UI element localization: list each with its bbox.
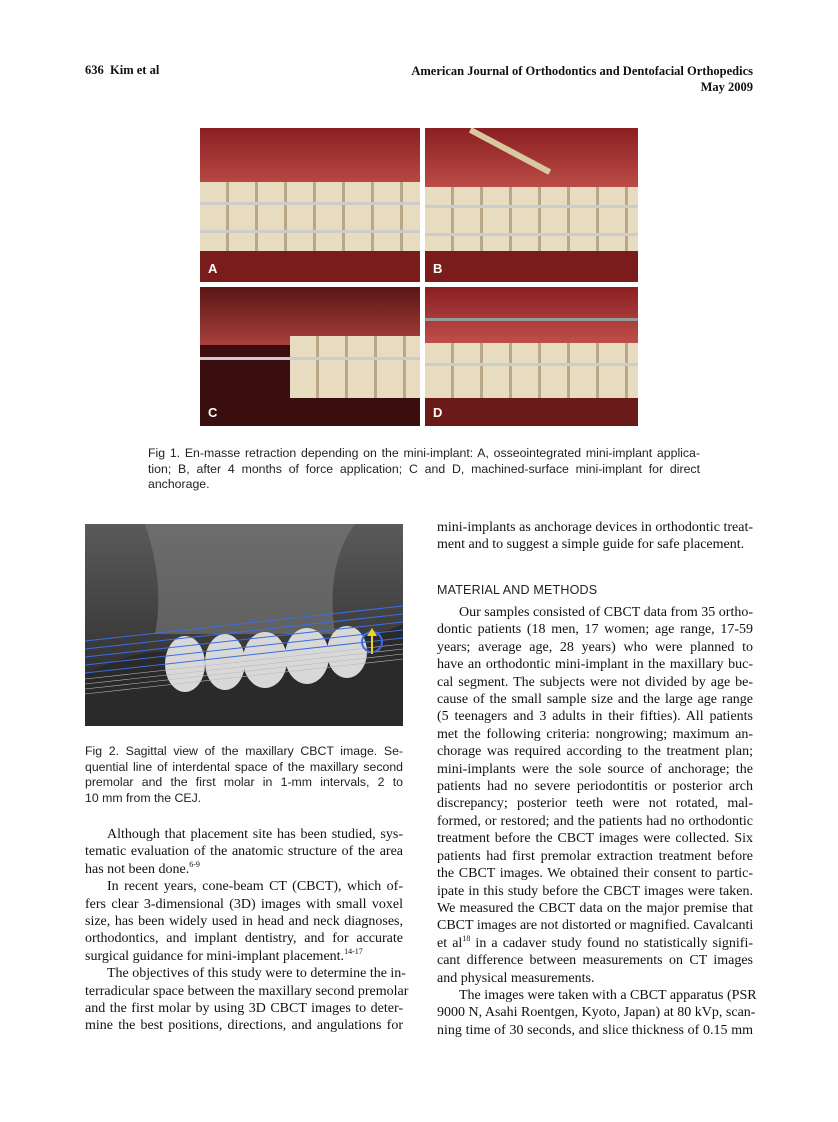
caption-line: premolar and the first molar in 1-mm intervals, 2 to	[85, 775, 403, 790]
text-line	[437, 935, 753, 952]
citation: 18	[462, 933, 471, 943]
text-line: In recent years, cone-beam CT (CBCT), which of-	[107, 879, 403, 895]
citation: 6-9	[189, 859, 200, 869]
text-line: met the following criteria: nongrowing; maximum an-	[437, 726, 753, 742]
caption-line: anchorage.	[148, 477, 210, 492]
text-line: (5 teenagers and 3 adults in their fifties). All patients	[437, 709, 753, 725]
text-line: Although that placement site has been studied, sys-	[107, 827, 403, 842]
text-line: mini-implants were the sole source of anchorage; the	[437, 761, 753, 777]
text-line: patients had first premolar extraction treatment before	[437, 848, 753, 864]
text-line: mine the best positions, directions, and angulations for	[85, 1018, 403, 1034]
text-line: The images were taken with a CBCT apparatus (PSR	[459, 987, 757, 1003]
running-header-right	[411, 63, 753, 95]
journal-title: American Journal of Orthodontics and Dentofacial Orthopedics	[411, 64, 753, 78]
text-line: ment and to suggest a simple guide for safe placement.	[437, 537, 745, 553]
right-column-continuation	[437, 519, 753, 554]
caption-line: 10 mm from the CEJ.	[85, 790, 202, 805]
text-line	[85, 861, 403, 878]
page-number: 636	[85, 63, 104, 77]
text-span: surgical guidance for mini-implant placement.	[85, 948, 345, 964]
figure1-panel-a	[200, 128, 420, 282]
caption-line: quential line of interdental space of the maxillary second	[85, 759, 403, 774]
text-line: cause of the small sample size and the large age range	[437, 692, 753, 708]
text-line: fers clear 3-dimensional (3D) images with small voxel	[85, 896, 403, 912]
text-line: dontic patients (18 men, 17 women; age range, 17-59	[437, 622, 753, 638]
text-line: Our samples consisted of CBCT data from 35 ortho-	[459, 605, 753, 620]
text-span: in a cadaver study found no statistically signifi-	[470, 935, 754, 951]
text-line: ning time of 30 seconds, and slice thickness of 0.15 mm	[437, 1022, 753, 1038]
left-column-text	[85, 826, 409, 1035]
text-line: discrepancy; posterior teeth were not rotated, mal-	[437, 796, 753, 812]
text-line: tematic evaluation of the anatomic structure of the area	[85, 844, 403, 860]
text-line: size, has been widely used in head and neck diagnoses,	[85, 914, 403, 930]
figure1-panel-c	[200, 287, 420, 426]
right-column-text	[437, 604, 757, 1039]
section-heading: MATERIAL AND METHODS	[437, 583, 598, 597]
text-line: and physical measurements.	[437, 970, 595, 986]
running-header-left	[85, 63, 159, 78]
text-line: chorage was required according to the treatment plan;	[437, 744, 753, 760]
figure2-cbct-image	[85, 524, 403, 726]
text-line: orthodontics, and implant dentistry, and for accurate	[85, 931, 403, 947]
text-line: cal segment. The subjects were not divided by age be-	[437, 674, 753, 690]
text-line	[85, 948, 403, 965]
text-line: We measured the CBCT data on the major premise that	[437, 900, 753, 916]
panel-label: D	[433, 405, 443, 420]
panel-label: A	[208, 261, 218, 276]
text-line: and the first molar by using 3D CBCT images to deter-	[85, 1001, 403, 1017]
text-line: have an orthodontic mini-implant in the maxillary buc-	[437, 657, 753, 673]
text-line: treatment before the CBCT images were collected. Six	[437, 831, 753, 847]
caption-line: Fig 1. En-masse retraction depending on the mini-implant: A, osseointegrated mini-implant applica-	[148, 446, 700, 460]
authors: Kim et al	[110, 63, 160, 77]
text-line: patients had no severe periodontitis or posterior arch	[437, 779, 753, 795]
citation: 14-17	[344, 946, 363, 956]
text-line: CBCT images are not distorted or magnified. Cavalcanti	[437, 918, 754, 934]
caption-line: tion; B, after 4 months of force application; C and D, machined-surface mini-implant for direct	[148, 461, 700, 476]
text-line: the CBCT images. We obtained their consent to partic-	[437, 866, 753, 882]
panel-label: B	[433, 261, 443, 276]
cbct-scan-svg	[85, 524, 403, 726]
text-line: ipate in this study before the CBCT images were taken.	[437, 883, 753, 899]
issue-date: May 2009	[700, 80, 753, 94]
text-line: cant difference between measurements on CT images	[437, 953, 753, 969]
panel-label: C	[208, 405, 218, 420]
figure2-caption	[85, 744, 403, 806]
text-line: mini-implants as anchorage devices in orthodontic treat-	[437, 520, 753, 535]
text-line: terradicular space between the maxillary second premolar	[85, 983, 409, 999]
text-line: The objectives of this study were to determine the in-	[107, 966, 406, 982]
text-line: formed, or restored; and the patients had no orthodontic	[437, 813, 753, 829]
figure1-caption	[148, 446, 700, 493]
figure1-panel-b	[425, 128, 638, 282]
text-span: has not been done.	[85, 861, 190, 877]
text-line: years; average age, 28 years) who were planned to	[437, 639, 753, 655]
figure1-panel-d	[425, 287, 638, 426]
caption-line: Fig 2. Sagittal view of the maxillary CBCT image. Se-	[85, 744, 403, 758]
text-span: et al	[437, 935, 463, 951]
text-line: 9000 N, Asahi Roentgen, Kyoto, Japan) at 80 kVp, scan-	[437, 1005, 756, 1021]
